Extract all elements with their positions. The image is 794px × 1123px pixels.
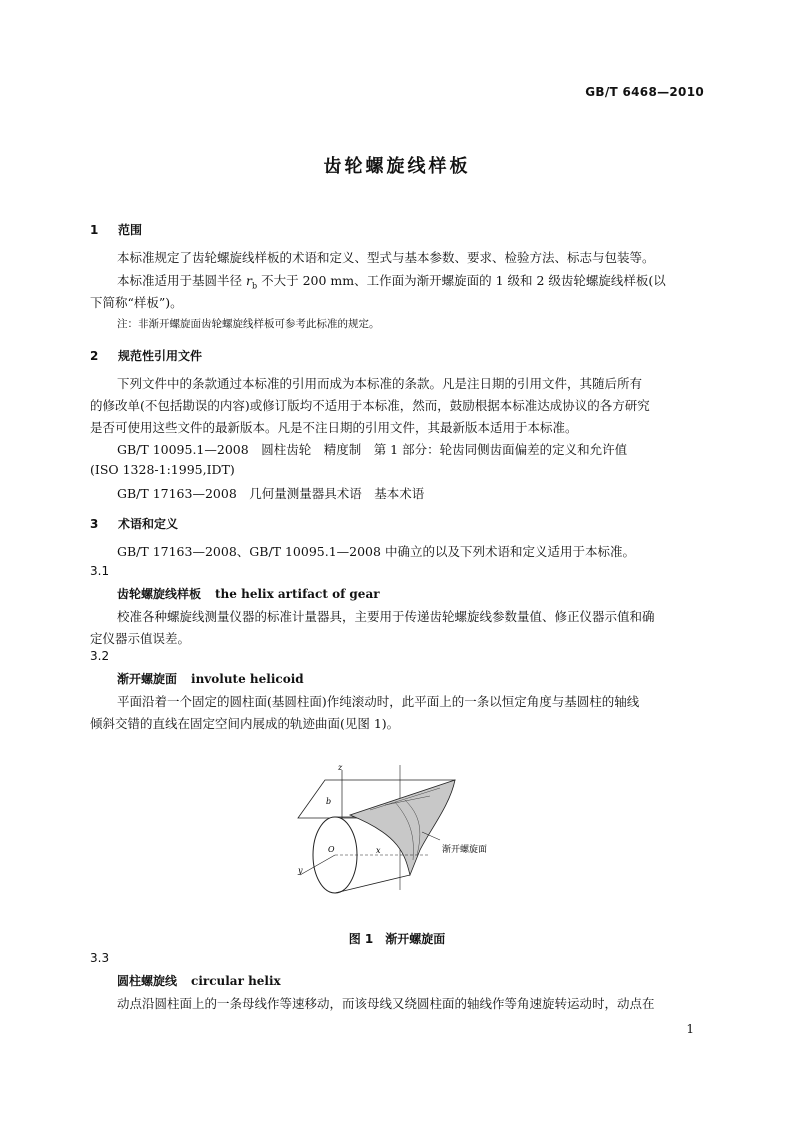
reference-2: GB/T 17163—2008 几何量测量器具术语 基本术语 [117, 486, 425, 501]
term-cn: 圆柱螺旋线 [117, 974, 178, 988]
axis-y-label: y [298, 866, 303, 875]
origin-label: O [328, 845, 335, 854]
involute-helicoid-figure [290, 760, 530, 920]
involute-surface [350, 780, 455, 875]
term-heading [117, 972, 281, 989]
paragraph: 的修改单(不包括勘误的内容)或修订版均不适用于本标准，然而，鼓励根据本标准达成协议的各方研究 [90, 398, 650, 413]
note: 注：非渐开螺旋面齿轮螺旋线样板可参考此标准的规定。 [117, 318, 380, 330]
term-en: the helix artifact of gear [215, 587, 380, 601]
surface-label: 渐开螺旋面 [442, 845, 488, 855]
paragraph [90, 271, 731, 291]
definition: 动点沿圆柱面上的一条母线作等速移动，而该母线又绕圆柱面的轴线作等角速旋转运动时，动点在 [117, 996, 655, 1011]
section-title: 术语和定义 [118, 517, 179, 531]
term-cn: 齿轮螺旋线样板 [117, 587, 202, 601]
clause-number: 3.3 [90, 951, 110, 965]
section-title: 规范性引用文件 [118, 349, 203, 363]
reference-1: GB/T 10095.1—2008 圆柱齿轮 精度制 第 1 部分：轮齿同侧齿面偏差的定义和允许值 [117, 442, 628, 457]
section-number: 2 [90, 349, 99, 363]
axis-z-label: z [338, 763, 343, 772]
text: 本标准适用于基圆半径 [117, 273, 243, 288]
point-b-label: b [326, 797, 332, 806]
term-en: circular helix [191, 974, 281, 988]
clause-number: 3.1 [90, 564, 110, 578]
section-number: 3 [90, 517, 99, 531]
document-title: 齿轮螺旋线样板 [323, 156, 471, 177]
subscript-b: b [251, 281, 258, 291]
section-2-heading [90, 347, 202, 364]
figure-caption: 图 1 渐开螺旋面 [348, 932, 446, 946]
definition: 校准各种螺旋线测量仪器的标准计量器具，主要用于传递齿轮螺旋线参数量值、修正仪器示值和确 [117, 609, 655, 624]
standard-code: GB/T 6468—2010 [585, 85, 704, 99]
term-heading [117, 585, 380, 602]
variable-r: r [246, 273, 252, 288]
paragraph: 是否可使用这些文件的最新版本。凡是不注日期的引用文件，其最新版本适用于本标准。 [90, 420, 578, 435]
reference-1-cont: (ISO 1328-1:1995,IDT) [90, 462, 235, 477]
section-title: 范围 [118, 223, 143, 237]
clause-number: 3.2 [90, 649, 110, 663]
term-cn: 渐开螺旋面 [117, 672, 178, 686]
definition: 平面沿着一个固定的圆柱面(基圆柱面)作纯滚动时，此平面上的一条以恒定角度与基圆柱的轴线 [117, 694, 640, 709]
section-number: 1 [90, 223, 99, 237]
term-en: involute helicoid [191, 672, 304, 686]
section-3-heading [90, 515, 178, 532]
paragraph: 本标准规定了齿轮螺旋线样板的术语和定义、型式与基本参数、要求、检验方法、标志与包装等。 [117, 250, 655, 265]
definition: 定仪器示值误差。 [90, 631, 191, 646]
definition: 倾斜交错的直线在固定空间内展成的轨迹曲面(见图 1)。 [90, 716, 400, 731]
section-1-heading [90, 221, 142, 238]
text: 不大于 200 mm、工作面为渐开螺旋面的 1 级和 2 级齿轮螺旋线样板(以 [261, 273, 666, 288]
page-number: 1 [686, 1022, 694, 1036]
paragraph: 下列文件中的条款通过本标准的引用而成为本标准的条款。凡是注日期的引用文件，其随后所有 [117, 376, 643, 391]
term-heading [117, 670, 304, 687]
paragraph: 下简称“样板”)。 [90, 295, 183, 310]
axis-x-label: x [376, 846, 381, 855]
paragraph: GB/T 17163—2008、GB/T 10095.1—2008 中确立的以及下列术语和定义适用于本标准。 [117, 544, 635, 559]
